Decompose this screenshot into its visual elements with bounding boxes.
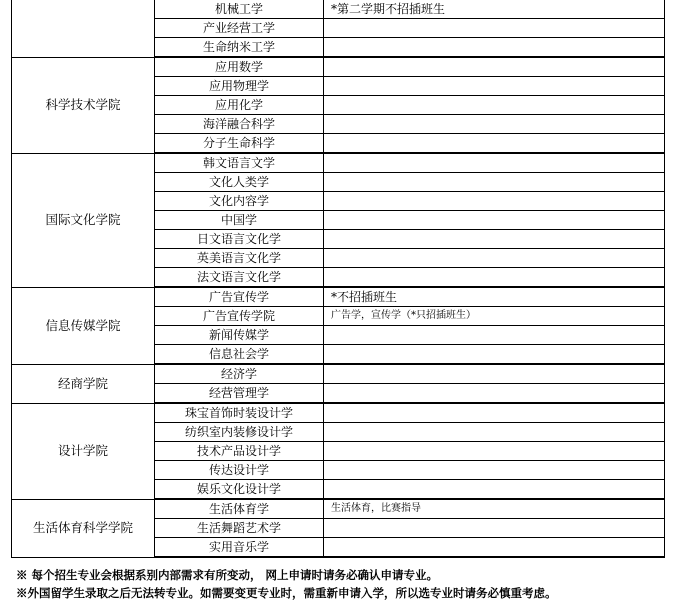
table-row bbox=[12, 0, 665, 19]
note-cell: *不招插班生 bbox=[324, 287, 665, 307]
table-row bbox=[12, 499, 665, 519]
major-cell: 珠宝首饰时装设计学 bbox=[155, 403, 324, 423]
major-cell: 信息社会学 bbox=[155, 345, 324, 365]
college-cell: 经商学院 bbox=[12, 364, 155, 403]
note-cell bbox=[324, 519, 665, 538]
college-cell: 生活体育科学学院 bbox=[12, 499, 155, 557]
majors-table-body bbox=[12, 0, 665, 557]
note-cell: 广告学，宣传学（*只招插班生） bbox=[324, 307, 665, 326]
college-cell: 科学技术学院 bbox=[12, 57, 155, 153]
note-cell bbox=[324, 115, 665, 134]
college-cell: 设计学院 bbox=[12, 403, 155, 499]
note-cell bbox=[324, 442, 665, 461]
major-cell: 新闻传媒学 bbox=[155, 326, 324, 345]
note-cell bbox=[324, 134, 665, 154]
note-cell bbox=[324, 403, 665, 423]
note-cell bbox=[324, 211, 665, 230]
note-cell bbox=[324, 268, 665, 288]
major-cell: 生活体育学 bbox=[155, 499, 324, 519]
college-cell: 信息传媒学院 bbox=[12, 287, 155, 364]
footnote-1: ※ 每个招生专业会根据系别内部需求有所变动， 网上申请时请务必确认申请专业。 bbox=[16, 568, 439, 582]
note-cell bbox=[324, 96, 665, 115]
major-cell: 文化内容学 bbox=[155, 192, 324, 211]
table-row bbox=[12, 403, 665, 423]
major-cell: 广告宣传学院 bbox=[155, 307, 324, 326]
note-cell bbox=[324, 153, 665, 173]
major-cell: 生命纳米工学 bbox=[155, 38, 324, 58]
major-cell: 生活舞蹈艺术学 bbox=[155, 519, 324, 538]
major-cell: 经营管理学 bbox=[155, 384, 324, 404]
college-cell: 国际文化学院 bbox=[12, 153, 155, 287]
note-cell bbox=[324, 19, 665, 38]
note-cell bbox=[324, 249, 665, 268]
major-cell: 韩文语言文学 bbox=[155, 153, 324, 173]
note-cell bbox=[324, 384, 665, 404]
major-cell: 法文语言文化学 bbox=[155, 268, 324, 288]
major-cell: 应用物理学 bbox=[155, 77, 324, 96]
note-cell bbox=[324, 230, 665, 249]
note-cell bbox=[324, 38, 665, 58]
majors-table bbox=[11, 0, 665, 558]
note-cell bbox=[324, 461, 665, 480]
note-cell bbox=[324, 480, 665, 500]
major-cell: 中国学 bbox=[155, 211, 324, 230]
footnote-2: ※外国留学生录取之后无法转专业。如需要变更专业时，需重新申请入学，所以选专业时请务必慎重考虑。 bbox=[16, 586, 557, 600]
note-cell bbox=[324, 364, 665, 384]
major-cell: 机械工学 bbox=[155, 0, 324, 19]
major-cell: 文化人类学 bbox=[155, 173, 324, 192]
major-cell: 日文语言文化学 bbox=[155, 230, 324, 249]
note-cell bbox=[324, 423, 665, 442]
note-cell bbox=[324, 345, 665, 365]
college-cell bbox=[12, 0, 155, 57]
major-cell: 实用音乐学 bbox=[155, 538, 324, 558]
major-cell: 英美语言文化学 bbox=[155, 249, 324, 268]
major-cell: 产业经营工学 bbox=[155, 19, 324, 38]
table-row bbox=[12, 364, 665, 384]
note-cell bbox=[324, 326, 665, 345]
table-row bbox=[12, 57, 665, 77]
major-cell: 传达设计学 bbox=[155, 461, 324, 480]
note-cell bbox=[324, 173, 665, 192]
note-cell bbox=[324, 538, 665, 558]
major-cell: 经济学 bbox=[155, 364, 324, 384]
note-cell bbox=[324, 77, 665, 96]
major-cell: 应用数学 bbox=[155, 57, 324, 77]
major-cell: 应用化学 bbox=[155, 96, 324, 115]
table-row bbox=[12, 287, 665, 307]
table-row bbox=[12, 153, 665, 173]
major-cell: 技术产品设计学 bbox=[155, 442, 324, 461]
note-cell bbox=[324, 192, 665, 211]
note-cell bbox=[324, 57, 665, 77]
major-cell: 纺织室内装修设计学 bbox=[155, 423, 324, 442]
major-cell: 广告宣传学 bbox=[155, 287, 324, 307]
note-cell: *第二学期不招插班生 bbox=[324, 0, 665, 19]
major-cell: 分子生命科学 bbox=[155, 134, 324, 154]
major-cell: 娱乐文化设计学 bbox=[155, 480, 324, 500]
major-cell: 海洋融合科学 bbox=[155, 115, 324, 134]
note-cell: 生活体育，比赛指导 bbox=[324, 499, 665, 519]
